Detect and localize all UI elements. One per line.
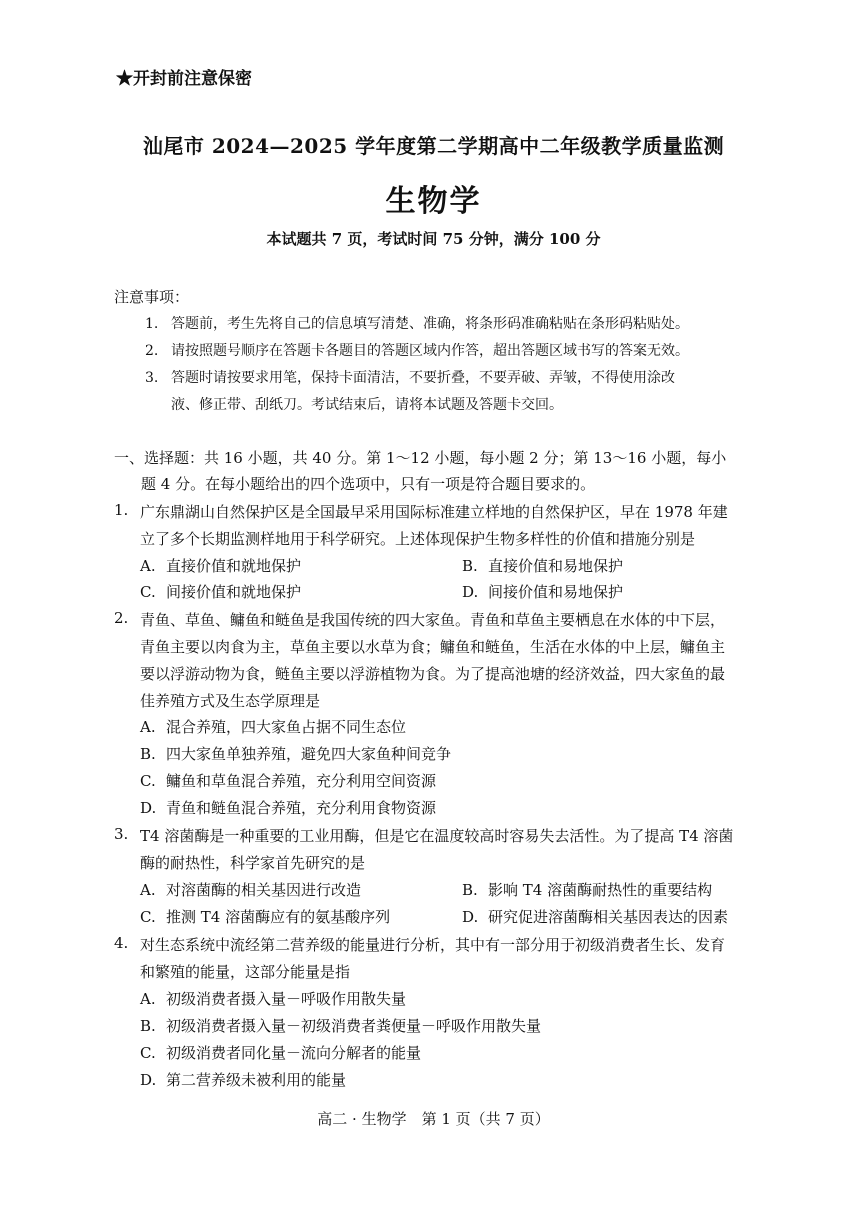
option-label: C. bbox=[140, 1044, 156, 1062]
notice-item-text: 答题时请按要求用笔，保持卡面清洁，不要折叠，不要弄破、弄皱，不得使用涂改 bbox=[171, 370, 675, 386]
option-label: C. bbox=[140, 583, 156, 601]
notice-item-2 bbox=[145, 340, 689, 360]
option-text: 鳙鱼和草鱼混合养殖，充分利用空间资源 bbox=[166, 772, 437, 790]
question-2-line-2: 青鱼主要以肉食为主，草鱼主要以水草为食；鳙鱼和鲢鱼，生活在水体的中上层，鳙鱼主 bbox=[140, 638, 726, 656]
option-text: 青鱼和鲢鱼混合养殖，充分利用食物资源 bbox=[166, 799, 437, 817]
question-1-number: 1. bbox=[114, 501, 129, 519]
option-label: B. bbox=[462, 881, 478, 899]
question-2-option-b bbox=[140, 743, 451, 764]
question-3-line-1: T4 溶菌酶是一种重要的工业用酶，但是它在温度较高时容易失去活性。为了提高 T4 溶菌 bbox=[140, 827, 734, 845]
question-4-number: 4. bbox=[114, 934, 129, 952]
notice-item-3 bbox=[145, 367, 675, 387]
notice-item-text: 答题前，考生先将自己的信息填写清楚、准确，将条形码准确粘贴在条形码粘贴处。 bbox=[171, 316, 689, 332]
option-text: 混合养殖，四大家鱼占据不同生态位 bbox=[166, 718, 407, 736]
option-text: 直接价值和易地保护 bbox=[488, 557, 624, 575]
question-3-option-a bbox=[140, 879, 361, 900]
option-text: 对溶菌酶的相关基因进行改造 bbox=[166, 881, 362, 899]
option-label: A. bbox=[140, 990, 156, 1008]
option-label: D. bbox=[140, 1071, 157, 1089]
option-text: 初级消费者同化量－流向分解者的能量 bbox=[166, 1044, 422, 1062]
notice-title: 注意事项： bbox=[114, 288, 190, 306]
option-label: D. bbox=[140, 799, 157, 817]
question-1-line-2: 立了多个长期监测样地用于科学研究。上述体现保护生物多样性的价值和措施分别是 bbox=[140, 530, 696, 548]
question-3-line-2: 酶的耐热性，科学家首先研究的是 bbox=[140, 854, 366, 872]
question-3-option-c bbox=[140, 906, 390, 927]
option-text: 初级消费者摄入量－初级消费者粪便量－呼吸作用散失量 bbox=[166, 1017, 542, 1035]
question-2-number: 2. bbox=[114, 609, 129, 627]
question-2-line-1: 青鱼、草鱼、鳙鱼和鲢鱼是我国传统的四大家鱼。青鱼和草鱼主要栖息在水体的中下层， bbox=[140, 611, 726, 629]
question-4-option-b bbox=[140, 1015, 541, 1036]
option-label: B. bbox=[140, 745, 156, 763]
question-1-option-c bbox=[140, 581, 301, 602]
section-heading-line-2: 题 4 分。在每小题给出的四个选项中，只有一项是符合题目要求的。 bbox=[141, 475, 596, 493]
question-2-line-3: 要以浮游动物为食，鲢鱼主要以浮游植物为食。为了提高池塘的经济效益，四大家鱼的最 bbox=[140, 665, 726, 683]
notice-item-text: 请按照题号顺序在答题卡各题目的答题区域内作答，超出答题区域书写的答案无效。 bbox=[171, 343, 689, 359]
section-heading-line-1: 一、选择题：共 16 小题，共 40 分。第 1～12 小题，每小题 2 分；第 13～16 小题，每小 bbox=[114, 449, 727, 467]
option-text: 推测 T4 溶菌酶应有的氨基酸序列 bbox=[166, 908, 391, 926]
notice-item-number: 1. bbox=[145, 316, 159, 332]
question-1-option-a bbox=[140, 555, 301, 576]
exam-info: 本试题共 7 页，考试时间 75 分钟，满分 100 分 bbox=[266, 230, 601, 248]
option-text: 初级消费者摄入量－呼吸作用散失量 bbox=[166, 990, 407, 1008]
question-2-option-d bbox=[140, 797, 436, 818]
question-4-option-a bbox=[140, 988, 406, 1009]
option-text: 直接价值和就地保护 bbox=[166, 557, 302, 575]
question-4-option-d bbox=[140, 1069, 346, 1090]
option-text: 第二营养级未被利用的能量 bbox=[166, 1071, 347, 1089]
option-text: 间接价值和易地保护 bbox=[488, 583, 624, 601]
option-label: A. bbox=[140, 881, 156, 899]
option-text: 四大家鱼单独养殖，避免四大家鱼种间竞争 bbox=[166, 745, 452, 763]
option-label: D. bbox=[462, 583, 479, 601]
notice-item-number: 2. bbox=[145, 343, 159, 359]
notice-item-3-continuation: 液、修正带、刮纸刀。考试结束后，请将本试题及答题卡交回。 bbox=[171, 397, 563, 413]
question-4-line-1: 对生态系统中流经第二营养级的能量进行分析，其中有一部分用于初级消费者生长、发育 bbox=[140, 936, 726, 954]
option-label: A. bbox=[140, 718, 156, 736]
question-2-line-4: 佳养殖方式及生态学原理是 bbox=[140, 692, 321, 710]
question-3-option-b bbox=[462, 879, 712, 900]
notice-item-number: 3. bbox=[145, 370, 159, 386]
exam-title: 汕尾市 2024—2025 学年度第二学期高中二年级教学质量监测 bbox=[142, 134, 725, 158]
confidential-label: ★开封前注意保密 bbox=[116, 69, 252, 89]
page-footer: 高二 · 生物学 第 1 页（共 7 页） bbox=[317, 1110, 550, 1128]
question-1-option-b bbox=[462, 555, 623, 576]
question-3-option-d bbox=[462, 906, 728, 927]
option-label: C. bbox=[140, 908, 156, 926]
option-text: 研究促进溶菌酶相关基因表达的因素 bbox=[488, 908, 729, 926]
question-4-line-2: 和繁殖的能量，这部分能量是指 bbox=[140, 963, 351, 981]
option-label: D. bbox=[462, 908, 479, 926]
question-2-option-a bbox=[140, 716, 406, 737]
notice-item-1 bbox=[145, 313, 689, 333]
option-label: C. bbox=[140, 772, 156, 790]
option-label: B. bbox=[140, 1017, 156, 1035]
option-label: B. bbox=[462, 557, 478, 575]
question-1-option-d bbox=[462, 581, 623, 602]
subject-title: 生物学 bbox=[385, 184, 482, 219]
option-label: A. bbox=[140, 557, 156, 575]
question-1-line-1: 广东鼎湖山自然保护区是全国最早采用国际标准建立样地的自然保护区，早在 1978 年建 bbox=[140, 503, 728, 521]
option-text: 影响 T4 溶菌酶耐热性的重要结构 bbox=[488, 881, 713, 899]
option-text: 间接价值和就地保护 bbox=[166, 583, 302, 601]
question-3-number: 3. bbox=[114, 825, 129, 843]
question-4-option-c bbox=[140, 1042, 421, 1063]
question-2-option-c bbox=[140, 770, 436, 791]
